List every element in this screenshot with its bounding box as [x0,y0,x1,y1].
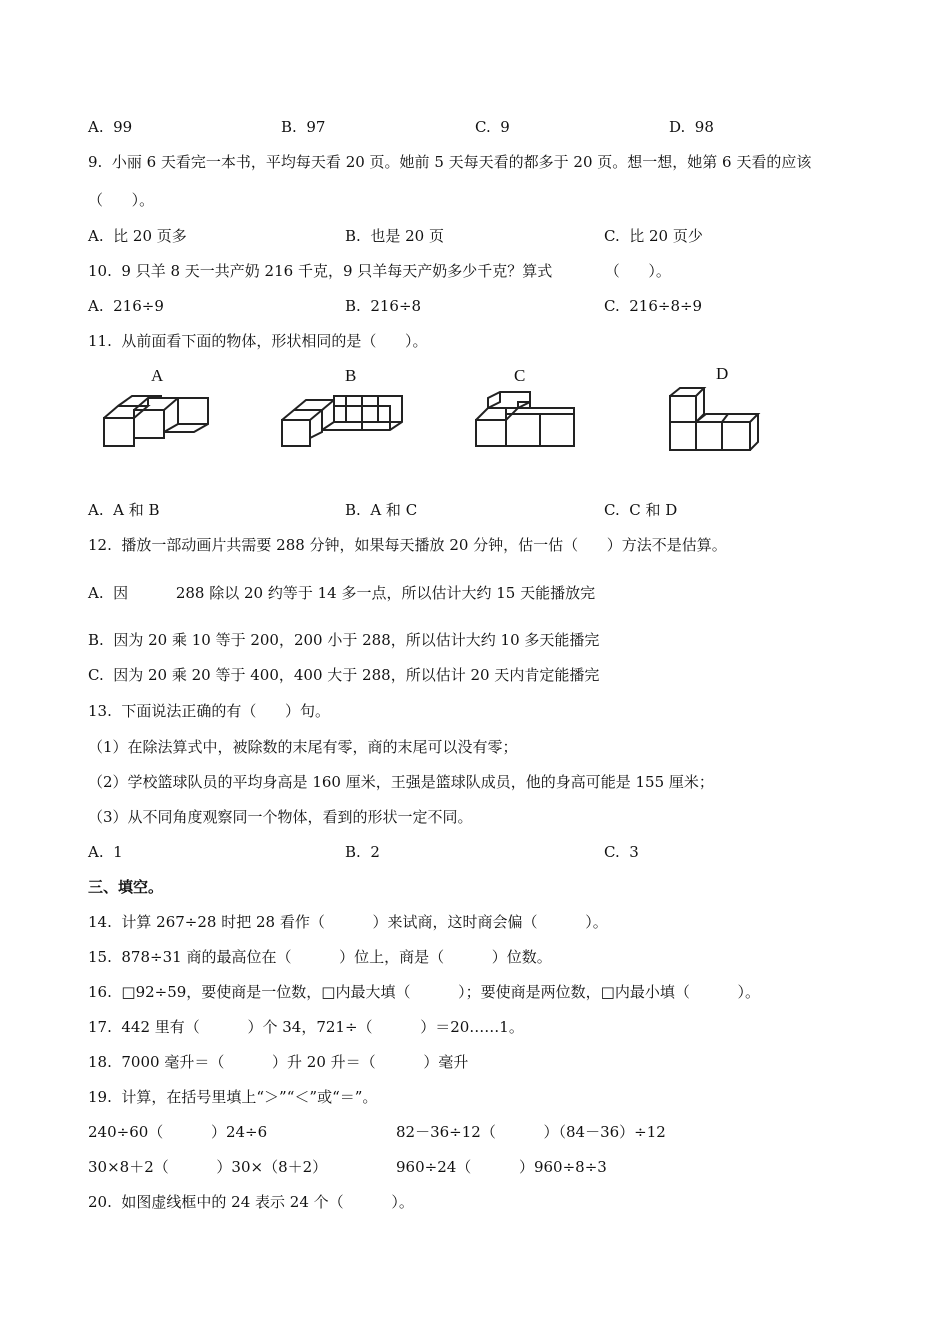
q19-row2-right: 960÷24（ ）960÷8÷3 [396,1158,607,1176]
q9-option-a: A. 比 20 页多 [88,227,187,245]
cube-figure-b [278,392,408,454]
q13-statement-1: （1）在除法算式中，被除数的末尾有零，商的末尾可以没有零； [88,738,518,756]
figure-label-d: D [716,364,729,383]
q10-option-c: C. 216÷8÷9 [604,297,703,315]
q9-option-c: C. 比 20 页少 [604,227,703,245]
q19-stem: 19. 计算，在括号里填上“＞”“＜”或“＝”。 [88,1088,378,1106]
q15: 15. 878÷31 商的最高位在（ ）位上，商是（ ）位数。 [88,948,552,966]
q11-option-b: B. A 和 C [345,501,418,519]
figure-label-b: B [345,366,357,385]
q19-row1-left: 240÷60（ ）24÷6 [88,1123,268,1141]
q17: 17. 442 里有（ ）个 34，721÷（ ）＝20……1。 [88,1018,524,1036]
q9-stem-line1: 9. 小丽 6 天看完一本书，平均每天看 20 页。她前 5 天每天看的都多于 20 页。想一想，她第 6 天看的应该 [88,153,812,171]
q8-option-d: D. 98 [669,118,714,136]
q12-option-b: B. 因为 20 乘 10 等于 200，200 小于 288，所以估计大约 10 多天能播完 [88,631,600,649]
cube-figure-d [666,384,761,454]
q12-option-a: A. 因 288 除以 20 约等于 14 多一点，所以估计大约 15 天能播放完 [88,584,596,602]
q9-option-b: B. 也是 20 页 [345,227,444,245]
q14: 14. 计算 267÷28 时把 28 看作（ ）来试商，这时商会偏（ ）。 [88,913,608,931]
q18: 18. 7000 毫升＝（ ）升 20 升＝（ ）毫升 [88,1053,469,1071]
q16: 16. □92÷59，要使商是一位数，□内最大填（ ）；要使商是两位数，□内最小填（ ）。 [88,983,761,1001]
q13-stem: 13. 下面说法正确的有（ ）句。 [88,702,331,720]
q11-stem: 11. 从前面看下面的物体，形状相同的是（ ）。 [88,332,428,350]
figure-label-c: C [514,366,526,385]
q13-option-a: A. 1 [88,843,123,861]
q10-option-a: A. 216÷9 [88,297,164,315]
cube-figure-a [100,392,215,452]
q11-option-c: C. C 和 D [604,501,678,519]
cube-figure-c [472,390,582,450]
q12-stem: 12. 播放一部动画片共需要 288 分钟，如果每天播放 20 分钟，估一估（ ）方法不是估算。 [88,536,727,554]
q12-option-c: C. 因为 20 乘 20 等于 400，400 大于 288，所以估计 20 天内肯定能播完 [88,666,600,684]
q19-row1-right: 82－36÷12（ ）（84－36）÷12 [396,1123,666,1141]
q13-option-b: B. 2 [345,843,380,861]
q9-stem-line2: （ ）。 [88,191,155,209]
q10-option-b: B. 216÷8 [345,297,422,315]
q11-option-a: A. A 和 B [88,501,160,519]
q10-stem: 10. 9 只羊 8 天一共产奶 216 千克，9 只羊每天产奶多少千克？算式 （ ）。 [88,262,671,280]
q13-statement-3: （3）从不同角度观察同一个物体，看到的形状一定不同。 [88,808,473,826]
q8-option-a: A. 99 [88,118,133,136]
q8-option-b: B. 97 [281,118,326,136]
figure-label-a: A [151,366,164,385]
q13-statement-2: （2）学校篮球队员的平均身高是 160 厘米，王强是篮球队成员，他的身高可能是 155 厘米； [88,773,714,791]
section-heading: 三、填空。 [88,878,164,896]
q8-option-c: C. 9 [475,118,510,136]
q20: 20. 如图虚线框中的 24 表示 24 个（ ）。 [88,1193,414,1211]
q19-row2-left: 30×8＋2（ ）30×（8＋2） [88,1158,328,1176]
q13-option-c: C. 3 [604,843,639,861]
